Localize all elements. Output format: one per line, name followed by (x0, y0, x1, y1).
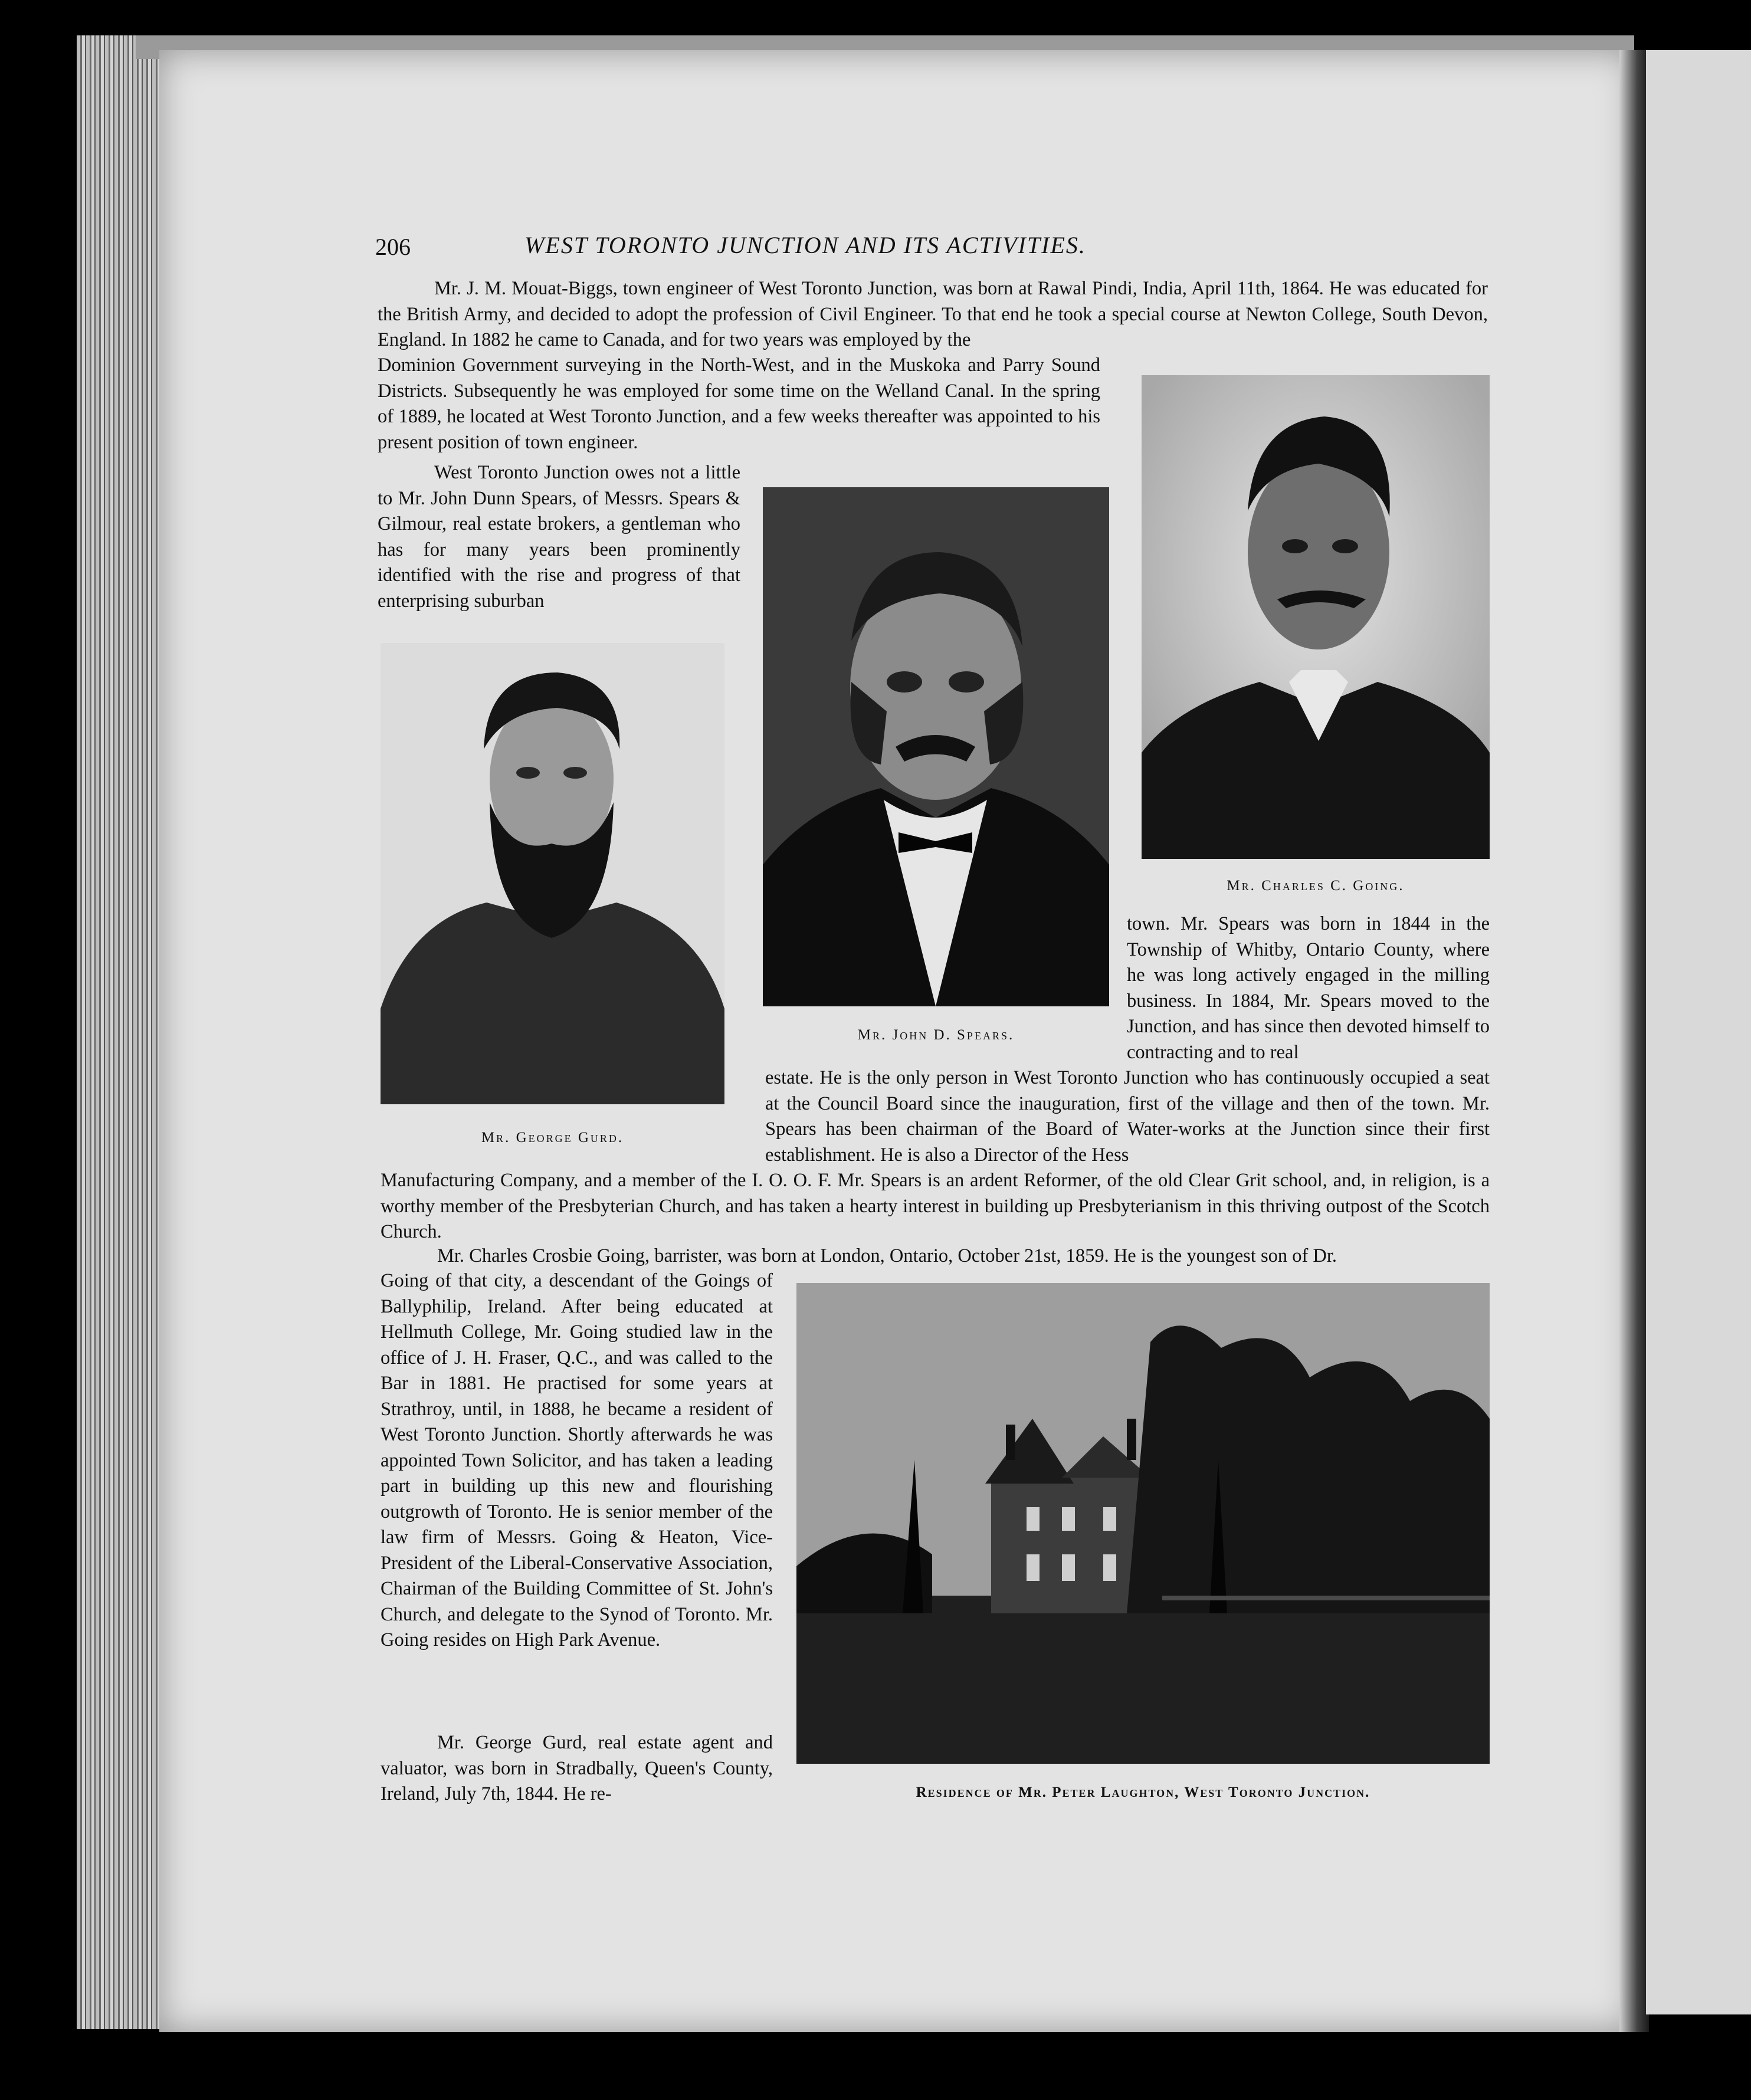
caption-going: Mr. Charles C. Going. (1227, 878, 1405, 894)
paragraph-spears-estate: estate. He is the only person in West Toronto Junction who has continuously occupied a seat at the Council Board since the inauguration, first of the village and then of the town. Mr. Spears has been chairman of the Board of Water-works at the Junction since their first establishment. He is also a Director of the Hess (765, 1067, 1490, 1166)
caption-spears: Mr. John D. Spears. (857, 1027, 1015, 1043)
running-title: WEST TORONTO JUNCTION AND ITS ACTIVITIES. (524, 232, 1086, 258)
paragraph-gurd: Mr. George Gurd, real estate agent and valuator, was born in Stradbally, Queen's County, Ireland, July 7th, 1844. He re- (381, 1732, 773, 1804)
paragraph-going-intro: Mr. Charles Crosbie Going, barrister, was born at London, Ontario, October 21st, 1859. He is the youngest son of Dr. (437, 1245, 1337, 1266)
portrait-gurd-photo (381, 643, 724, 1104)
paragraph-mouat-biggs-cont: Dominion Government surveying in the North-West, and in the Muskoka and Parry Sound Districts. Subsequently he was employed for some time on the Welland Canal. In the spring of 1889, he located at West Toronto Junction, and a few weeks thereafter was appointed to his present position of town engineer. (378, 355, 1100, 453)
residence-photo (796, 1283, 1490, 1764)
paragraph-spears-manufacturing: Manufacturing Company, and a member of the I. O. O. F. Mr. Spears is an ardent Reformer, of the old Clear Grit school, and, in religion, is a worthy member of the Presbyterian Church, and has taken a hearty interest in building up Presbyterianism in this thriving outpost of the Scotch Church. (381, 1170, 1490, 1242)
spine-shadow (1619, 50, 1649, 2032)
caption-gurd: Mr. George Gurd. (481, 1130, 624, 1146)
paragraph-spears-town: town. Mr. Spears was born in 1844 in the Township of Whitby, Ontario County, where he was long actively engaged in the milling business. In 1884, Mr. Spears moved to the Junction, and has since then devoted himself to contracting and to real (1127, 913, 1490, 1063)
paragraph-spears-intro: West Toronto Junction owes not a little to Mr. John Dunn Spears, of Messrs. Spears & Gilmour, real estate brokers, a gentleman who has for many years been prominently identified with the rise and progress of that enterprising suburban (378, 462, 740, 612)
facing-page-edge (1646, 50, 1751, 2014)
portrait-spears-photo (763, 487, 1109, 1006)
book-page-edges (77, 35, 171, 2029)
caption-residence: Residence of Mr. Peter Laughton, West Toronto Junction. (916, 1784, 1370, 1800)
page-number: 206 (375, 234, 411, 260)
portrait-going-photo (1142, 375, 1490, 859)
paragraph-going-body: Going of that city, a descendant of the Goings of Ballyphilip, Ireland. After being educated at Hellmuth College, Mr. Going studied law in the office of J. H. Fraser, Q.C., and was called to the Bar in 1881. He practised for some years at Strathroy, until, in 1888, he became a resident of West Toronto Junction. Shortly afterwards he was appointed Town Solicitor, and has taken a leading part in building up this new and flourishing outgrowth of Toronto. He is senior member of the law firm of Messrs. Going & Heaton, Vice-President of the Liberal-Conservative Association, Chairman of the Building Committee of St. John's Church, and delegate to the Synod of Toronto. Mr. Going resides on High Park Avenue. (381, 1270, 773, 1651)
paragraph-mouat-biggs: Mr. J. M. Mouat-Biggs, town engineer of West Toronto Junction, was born at Rawal Pindi, India, April 11th, 1864. He was educated for the British Army, and decided to adopt the profession of Civil Engineer. To that end he took a special course at Newton College, South Devon, England. In 1882 he came to Canada, and for two years was employed by the (378, 278, 1488, 350)
